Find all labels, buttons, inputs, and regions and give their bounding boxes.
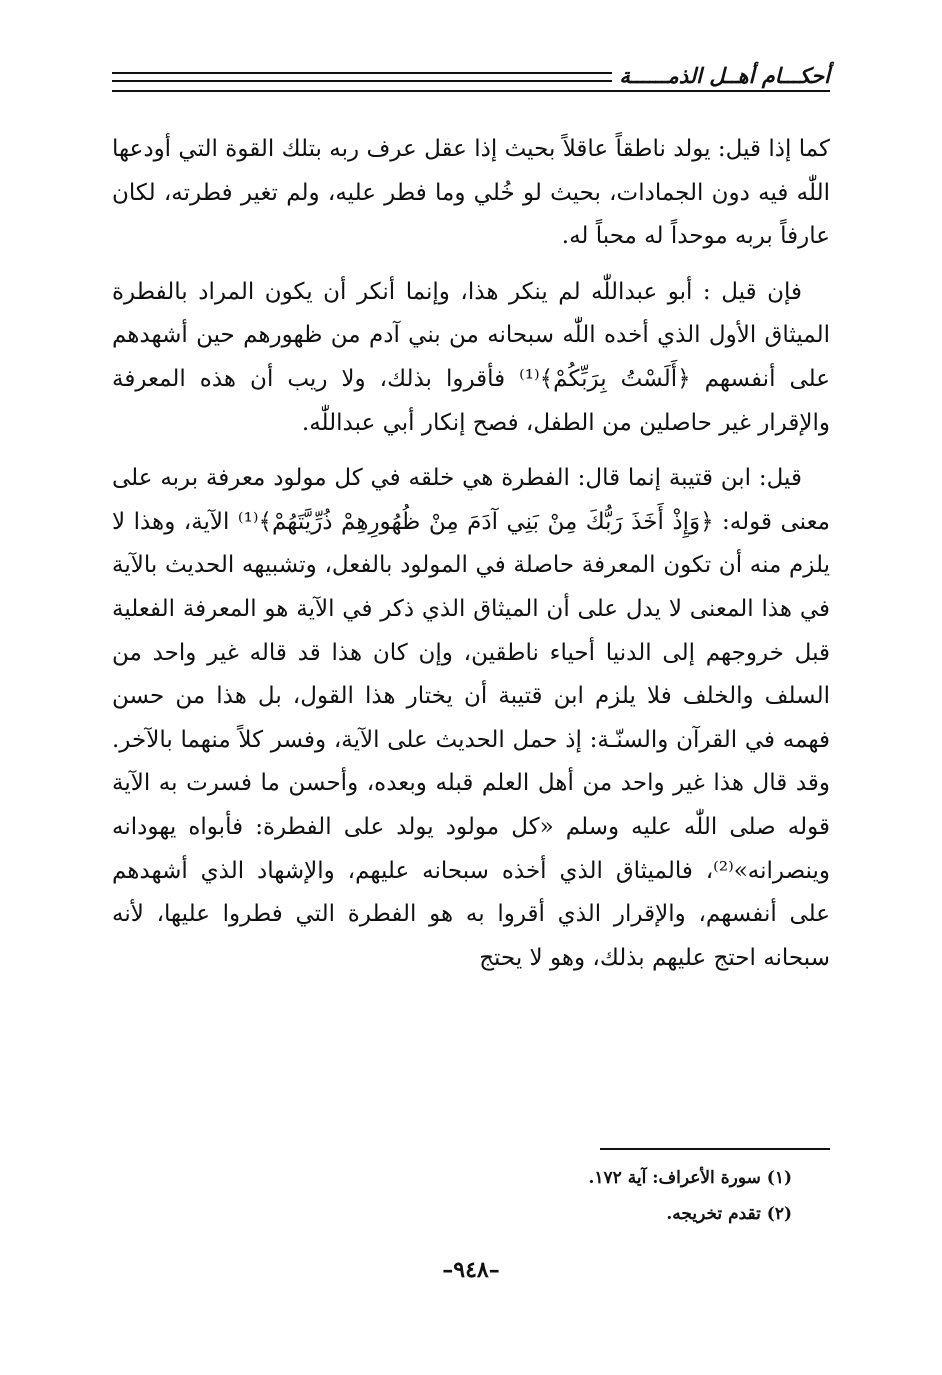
paragraph-2: فإن قيل : أبو عبداللّٰه لم ينكر هذا، وإنما أنكر أن يكون المراد بالفطرة الميثاق الأول الذي أخده اللّٰه سبحانه من بني آدم من ظهورهم حين أشهدهم على أنفسهم ﴿أَلَسْتُ بِرَبِّكُمْ﴾⁽¹⁾ فأقروا بذلك، ولا ريب أن هذه المعرفة والإقرار غير حاصلين من الطفل، فصح إنكار أبي عبداللّٰه. [112, 278, 830, 436]
paragraph-1: كما إذا قيل: يولد ناطقاً عاقلاً بحيث إذا عقل عرف ربه بتلك القوة التي أودعها اللّٰه فيه دون الجمادات، بحيث لو خُلي وما فطر عليه، ولم تغير فطرته، لكان عارفاً بربه موحداً له محباً له. [112, 136, 830, 250]
header-double-rule [112, 72, 612, 82]
running-title: أحكـــام أهــل الذمــــــة [619, 63, 830, 88]
running-header [112, 62, 830, 94]
paragraph-3: قيل: ابن قتيبة إنما قال: الفطرة هي خلقه في كل مولود معرفة بربه على معنى قوله: ﴿وَإِذْ أَخَذَ رَبُّكَ مِنْ بَنِي آدَمَ مِنْ ظُهُورِهِمْ ذُرِّيَّتَهُمْ﴾⁽¹⁾ الآية، وهذا لا يلزم منه أن تكون المعرفة حاصلة في المولود بالفعل، وتشبيهه الحديث بالآية في هذا المعنى لا يدل على أن الميثاق الذي ذكر في الآية هو المعرفة الفعلية قبل خروجهم إلى الدنيا أحياء ناطقين، وإن كان هذا قد قاله غير واحد من السلف والخلف فلا يلزم ابن قتيبة أن يختار هذا القول، بل هذا من حسن فهمه في القرآن والسنّـة: إذ حمل الحديث على الآية، وفسر كلاً منهما بالآخر. وقد قال هذا غير واحد من أهل العلم قبله وبعده، وأحسن ما فسرت به الآية قوله صلى اللّٰه عليه وسلم «كل مولود يولد على الفطرة: فأبواه يهودانه وينصرانه»⁽²⁾، فالميثاق الذي أخذه سبحانه عليهم، والإشهاد الذي أشهدهم على أنفسهم، والإقرار الذي أقروا به هو الفطرة التي فطروا عليها، لأنه سبحانه احتج عليهم بذلك، وهو لا يحتج [112, 465, 830, 971]
footnote-2: (٢) تقدم تخريجه. [666, 1204, 792, 1224]
footnotes [192, 1160, 792, 1232]
page-number: –٩٤٨– [442, 1257, 500, 1283]
main-text [112, 128, 830, 992]
footnote-1: (١) سورة الأعراف: آية ١٧٢. [588, 1168, 792, 1188]
header-underline [112, 90, 830, 92]
footnote-separator [600, 1148, 830, 1150]
